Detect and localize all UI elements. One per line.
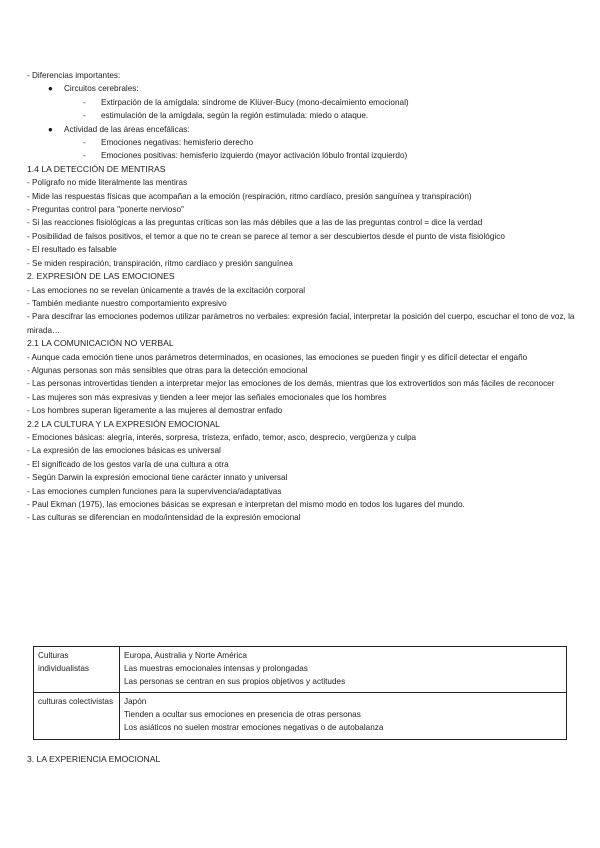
sub-item	[27, 109, 575, 122]
text-line: - Las emociones no se revelan únicamente a través de la excitación corporal	[27, 285, 306, 295]
intro-label: - Diferencias importantes:	[27, 71, 121, 80]
table-label-cell: culturas colectivistas	[34, 693, 120, 739]
text-line: - El significado de los gestos varía de una cultura a otra	[27, 459, 229, 469]
text-line: - Se miden respiración, transpiración, ritmo cardíaco y presión sanguínea	[27, 258, 293, 268]
cell-line: Japón	[124, 697, 147, 707]
text-line: - Las culturas se diferencian en modo/intensidad de la expresión emocional	[27, 513, 301, 523]
section-heading: 1.4 LA DETECCIÓN DE MENTIRAS	[27, 163, 166, 174]
text-line: - Las emociones cumplen funciones para la supervivencia/adaptativas	[27, 486, 282, 496]
cell-line: Las muestras emocionales intensas y prolongadas	[124, 663, 308, 673]
text-line: - También mediante nuestro comportamiento expresivo	[27, 298, 227, 308]
text-line: - Posibilidad de falsos positivos, el temor a que no te crean se parece al temor a ser descubiertos desde el punto de vista fisiológico	[27, 231, 505, 241]
bullet-item	[27, 123, 575, 136]
text-line: - El resultado es falsable	[27, 245, 117, 255]
text-line: - Paul Ekman (1975), las emociones básicas se expresan e interpretan del mismo modo en todos los lugares del mundo.	[27, 500, 465, 509]
text-line: - Aunque cada emoción tiene unos parámetros determinados, en ocasiones, las emociones se pueden fingir y es difícil detectar el engaño	[27, 352, 528, 362]
sub-item-text: Extirpación de la amígdala: síndrome de Klüver-Bucy (mono-decaimiento emocional)	[101, 97, 409, 107]
table-label-cell: Culturas individualistas	[34, 647, 120, 693]
bullet-label: Actividad de las áreas encefálicas:	[64, 124, 190, 134]
table-row	[34, 693, 567, 739]
text-line: - Los hombres superan ligeramente a las mujeres al demostrar enfado	[27, 406, 283, 416]
text-line: - Algunas personas son más sensibles que otras para la detección emocional	[27, 365, 308, 375]
cell-line: Los asiáticos no suelen mostrar emociones negativas o de autobalanza	[124, 722, 384, 732]
table-content-cell	[120, 647, 567, 693]
text-line: - Las personas introvertidas tienden a interpretar mejor las emociones de los demás, mientras que los extrovertidos son más fáciles de reconocer	[27, 379, 555, 389]
dash-icon: -	[83, 111, 86, 121]
bullet-item	[27, 82, 575, 95]
sub-item	[27, 136, 575, 149]
table-row	[34, 647, 567, 693]
dash-icon: -	[83, 138, 86, 148]
dash-icon: -	[83, 151, 86, 161]
sub-item	[27, 149, 575, 162]
text-line: - Según Darwin la expresión emocional tiene carácter innato y universal	[27, 473, 288, 483]
bullet-icon: ●	[48, 124, 53, 134]
culture-table	[33, 646, 567, 740]
cell-line: Tienden a ocultar sus emociones en presencia de otras personas	[124, 710, 361, 720]
sub-item-text: Emociones negativas: hemisferio derecho	[101, 138, 254, 148]
section-heading: 3. LA EXPERIENCIA EMOCIONAL	[27, 754, 161, 764]
text-line: - Mide las respuestas físicas que acompañan a la emoción (respiración, ritmo cardíaco, presión sanguínea y transpiración)	[27, 191, 472, 201]
text-line: - La expresión de las emociones básicas es universal	[27, 446, 221, 456]
sub-item-text: Emociones positivas: hemisferio izquierdo (mayor activación lóbulo frontal izquierdo)	[101, 151, 408, 161]
section-heading: 2. EXPRESIÓN DE LAS EMOCIONES	[27, 271, 175, 282]
table-content-cell	[120, 693, 567, 739]
cell-line: Las personas se centran en sus propios objetivos y actitudes	[124, 676, 346, 686]
text-line: - Si las reacciones fisiológicas a las preguntas críticas son las más débiles que a las de las preguntas control = dice la verdad	[27, 218, 483, 228]
text-line: - Para descifrar las emociones podemos utilizar parámetros no verbales: expresión facial, interpretar la posición del cuerpo, escuchar el tono de voz, la mirada…	[27, 312, 575, 335]
section-heading: 2.1 LA COMUNICACIÓN NO VERBAL	[27, 338, 174, 349]
cell-line: Europa, Australia y Norte América	[124, 651, 247, 660]
text-line: - Polígrafo no mide literalmente las mentiras	[27, 178, 188, 188]
section-heading: 2.2 LA CULTURA Y LA EXPRESIÓN EMOCIONAL	[27, 418, 220, 429]
bullet-label: Circuitos cerebrales:	[64, 84, 139, 94]
dash-icon: -	[83, 97, 86, 107]
text-line: - Emociones básicas: alegría, interés, sorpresa, tristeza, enfado, temor, asco, desprecio, vergüenza y culpa	[27, 432, 417, 442]
sub-item-text: estimulación de la amígdala, según la región estimulada: miedo o ataque.	[101, 111, 369, 121]
text-line: - Las mujeres son más expresivas y tienden a leer mejor las señales emocionales que los hombres	[27, 392, 387, 402]
sub-item	[27, 96, 575, 109]
bullet-icon: ●	[48, 84, 53, 94]
text-line: - Preguntas control para "ponerte nervioso"	[27, 205, 184, 215]
document-body	[27, 69, 575, 525]
